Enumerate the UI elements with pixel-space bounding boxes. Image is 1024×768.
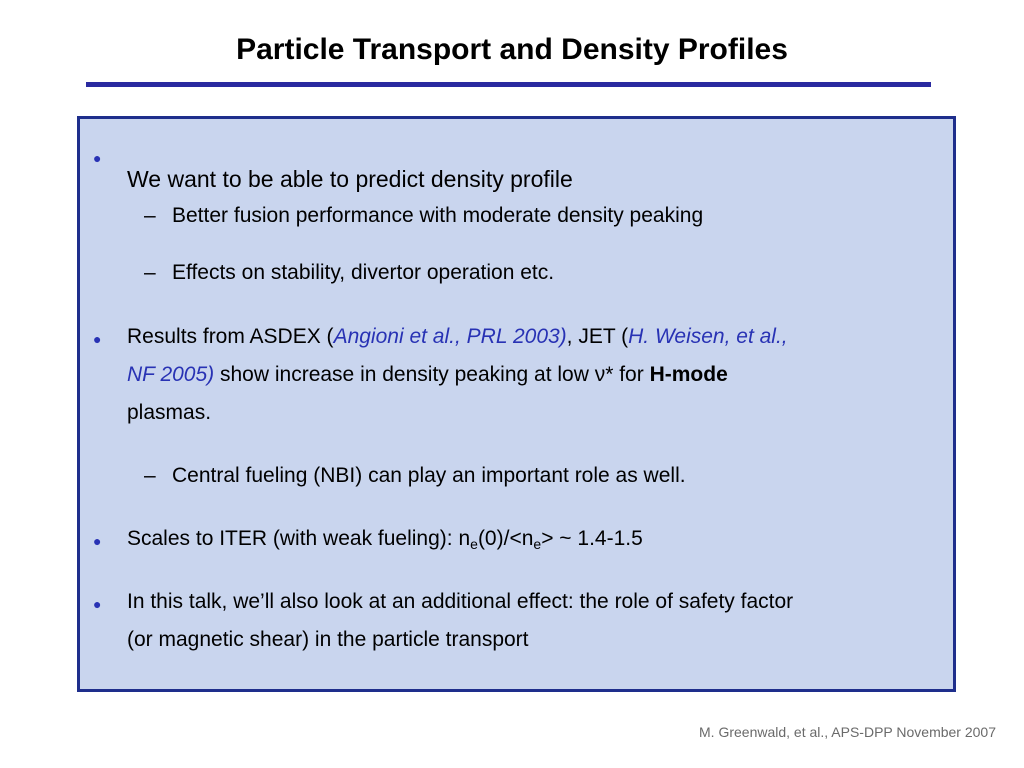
bullet-marker: ● bbox=[93, 331, 102, 347]
nu-symbol: ν bbox=[594, 363, 606, 386]
dash-marker: – bbox=[144, 261, 156, 284]
citation-angioni: Angioni et al., PRL 2003) bbox=[333, 325, 567, 348]
bullet-marker: ● bbox=[93, 150, 102, 166]
safety-factor-line1: In this talk, we’ll also look at an additional effect: the role of safety factor bbox=[127, 590, 794, 613]
h-mode-label: H-mode bbox=[649, 363, 728, 386]
bullet-predict-density: We want to be able to predict density profile bbox=[127, 166, 573, 192]
bullet-marker: ● bbox=[93, 533, 102, 549]
subscript-e: e bbox=[470, 536, 478, 552]
results-jet: , JET ( bbox=[566, 325, 629, 348]
iter-prefix: Scales to ITER (with weak fueling): n bbox=[127, 527, 471, 550]
sub-bullet-fusion-performance: Better fusion performance with moderate density peaking bbox=[172, 204, 704, 227]
dash-marker: – bbox=[144, 204, 156, 227]
slide-title: Particle Transport and Density Profiles bbox=[236, 33, 788, 66]
iter-suffix: > ~ 1.4-1.5 bbox=[541, 527, 643, 550]
results-show-increase: show increase in density peaking at low bbox=[214, 363, 595, 386]
bullet-marker: ● bbox=[93, 596, 102, 612]
subscript-e: e bbox=[533, 536, 542, 552]
bullet-scales-iter bbox=[127, 520, 942, 558]
citation-weisen-line2: NF 2005) bbox=[127, 363, 215, 386]
results-star-for: * for bbox=[605, 363, 650, 386]
citation-weisen-line1: H. Weisen, et al., bbox=[628, 325, 788, 348]
sub-bullet-central-fueling: Central fueling (NBI) can play an important role as well. bbox=[172, 464, 686, 487]
title-underline bbox=[86, 82, 931, 87]
dash-marker: – bbox=[144, 464, 156, 487]
results-plasmas: plasmas. bbox=[127, 401, 212, 424]
safety-factor-line2: (or magnetic shear) in the particle transport bbox=[127, 628, 529, 651]
iter-middle: (0)/<n bbox=[477, 527, 534, 550]
results-prefix: Results from ASDEX ( bbox=[127, 325, 334, 348]
sub-bullet-stability: Effects on stability, divertor operation etc. bbox=[172, 261, 555, 284]
bullet-results-asdex bbox=[127, 318, 942, 432]
footer-citation: M. Greenwald, et al., APS-DPP November 2007 bbox=[699, 724, 996, 740]
bullet-safety-factor bbox=[127, 583, 942, 659]
